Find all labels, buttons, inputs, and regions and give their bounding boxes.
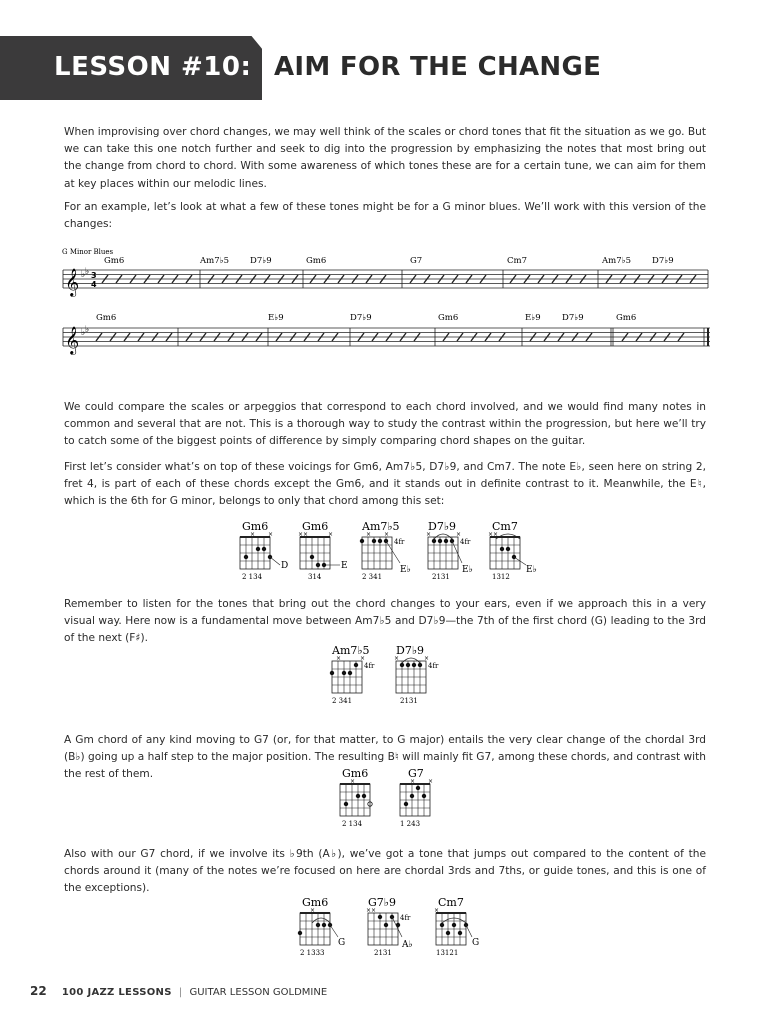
chord-symbol: D7♭9 — [652, 256, 674, 266]
fret-marker: 4fr — [364, 662, 375, 670]
chord-name: G7 — [408, 767, 424, 780]
staff-line-2 — [63, 313, 710, 355]
target-note: D — [281, 561, 289, 571]
svg-text:×: × — [360, 655, 366, 662]
target-note: E♭ — [526, 565, 537, 575]
paragraph-listen: Remember to listen for the tones that bring out the chord changes to your ears, even if we approach this in a very visual way. Here now is a fundamental move between Am7♭5 and D7♭9—the 7th of the first chord (G) leading to the 3rd of the next (F♯). — [64, 598, 706, 645]
fingering: 2131 — [400, 697, 418, 705]
target-note: A♭ — [402, 940, 413, 950]
svg-text:×: × — [310, 907, 316, 914]
fingering: 2131 — [432, 573, 450, 581]
chord-symbol: Gm6 — [616, 313, 637, 323]
chord-name: D7♭9 — [396, 644, 425, 657]
chord-diagram — [488, 520, 537, 581]
chord-symbol: Gm6 — [306, 256, 327, 266]
chord-name: Am7♭5 — [332, 644, 370, 657]
svg-text:𝄞: 𝄞 — [65, 326, 80, 354]
svg-text:×: × — [350, 778, 356, 785]
series-title: GUITAR LESSON GOLDMINE — [189, 987, 328, 998]
fingering: 2 134 — [242, 573, 263, 581]
lesson-title: AIM FOR THE CHANGE — [274, 52, 602, 82]
chord-diagram — [298, 520, 348, 581]
fret-marker: 4fr — [428, 662, 439, 670]
chord-symbol: D7♭9 — [350, 313, 372, 323]
key-signature: ♭ — [81, 270, 86, 280]
chord-diagram — [298, 896, 345, 957]
svg-text:××: ×× — [488, 531, 499, 538]
chord-symbol: G7 — [410, 256, 423, 266]
svg-text:××: ×× — [366, 907, 377, 914]
svg-text:×: × — [250, 531, 256, 538]
chord-name: Gm6 — [302, 520, 329, 533]
target-note: E♭ — [462, 565, 473, 575]
svg-text:×: × — [336, 655, 342, 662]
svg-text:×: × — [456, 531, 462, 538]
chord-name: Am7♭5 — [362, 520, 400, 533]
chord-diagrams-set-4 — [294, 893, 494, 959]
fret-marker: 4fr — [460, 538, 471, 546]
svg-text:×: × — [268, 531, 274, 538]
svg-text:3: 3 — [91, 271, 97, 280]
paragraph-voicings: First let’s consider what’s on top of these voicings for Gm6, Am7♭5, D7♭9, and Cm7. The note E♭, seen here on string 2, fret 4, is part of each of these chords except the Gm6, and it stands out in definite contrast to it. Meanwhile, the E♮, which is the 6th for G minor, belongs to only that chord among this set: — [64, 461, 706, 508]
chord-symbol: E♭9 — [525, 313, 541, 323]
footer-separator: | — [178, 987, 183, 998]
fingering: 2 341 — [332, 697, 353, 705]
chord-symbol: E♭9 — [268, 313, 284, 323]
paragraph-gm-g7: A Gm chord of any kind moving to G7 (or, for that matter, to G major) entails the very clear change of the chordal 3rd (B♭) going up a half step to the major position. The resulting B♮ will mainly fit G7, among these chords, and contrast with the rest of them. — [64, 734, 706, 781]
chord-name: D7♭9 — [428, 520, 457, 533]
svg-text:4: 4 — [91, 280, 97, 289]
chord-diagram — [394, 644, 439, 705]
svg-text:♭: ♭ — [85, 325, 90, 335]
target-note: E♭ — [400, 565, 411, 575]
paragraph-compare: We could compare the scales or arpeggios that correspond to each chord involved, and we would find many notes in common and several that are not. This is a thorough way to study the contrast within the progression, but here we’ll try to catch some of the biggest points of difference by simply comparing chord shapes on the guitar. — [64, 401, 706, 448]
chord-diagrams-set-2 — [326, 641, 456, 707]
chord-diagram — [330, 644, 375, 705]
svg-text:×: × — [426, 531, 432, 538]
svg-text:×: × — [384, 531, 390, 538]
target-note: E — [341, 561, 348, 571]
svg-text:♭: ♭ — [81, 328, 86, 338]
fingering: 2 134 — [342, 820, 363, 828]
treble-clef: 𝄞 — [65, 268, 80, 296]
fingering: 2 341 — [362, 573, 383, 581]
chord-diagram — [434, 896, 479, 957]
svg-text:×: × — [428, 778, 434, 785]
svg-text:×: × — [424, 655, 430, 662]
chord-diagram — [400, 767, 433, 828]
chord-symbol: Cm7 — [507, 256, 527, 266]
fret-marker: 4fr — [394, 538, 405, 546]
chord-symbol: Am7♭5 — [602, 256, 632, 266]
page-footer — [30, 984, 327, 998]
paragraph-b9th: Also with our G7 chord, if we involve its ♭9th (A♭), we’ve got a tone that jumps out compared to the content of the chords around it (many of the notes we’re focused on here are chordal 3rds and 7ths, or guide tones, and this is one of the exceptions). — [64, 848, 706, 895]
lesson-number: LESSON #10: — [54, 52, 252, 82]
chord-name: G7♭9 — [368, 896, 396, 909]
fret-marker: 4fr — [400, 914, 411, 922]
fingering: 2 1333 — [300, 949, 325, 957]
page-number: 22 — [30, 984, 47, 998]
chord-symbol: D7♭9 — [562, 313, 584, 323]
svg-text:×: × — [434, 907, 440, 914]
staff-title: G Minor Blues — [62, 248, 114, 256]
chord-name: Cm7 — [438, 896, 464, 909]
svg-text:×: × — [366, 531, 372, 538]
staff-line-1 — [63, 256, 708, 297]
paragraph-intro: When improvising over chord changes, we may well think of the scales or chord tones that fit the situation as we go. But we can take this one notch further and seek to dig into the progression by emphasizing the notes that most bring out the change from chord to chord. With some awareness of which tones these are for a certain tune, we can aim for them at key places within our melodic lines. — [64, 126, 706, 190]
chord-diagrams-set-3 — [334, 764, 446, 830]
chord-name: Gm6 — [302, 896, 329, 909]
target-note: G — [338, 938, 346, 948]
svg-text:×: × — [328, 531, 334, 538]
chord-diagram — [340, 767, 372, 828]
chord-diagram — [240, 520, 288, 581]
chord-symbol: Gm6 — [96, 313, 117, 323]
chord-diagram — [360, 520, 411, 581]
fingering: 1 243 — [400, 820, 421, 828]
chord-diagrams-set-1 — [230, 517, 550, 583]
chord-symbol: Gm6 — [438, 313, 459, 323]
fingering: 1312 — [492, 573, 510, 581]
chord-symbol: Am7♭5 — [200, 256, 230, 266]
chord-symbol: Gm6 — [104, 256, 125, 266]
chord-diagram — [366, 896, 413, 957]
paragraph-example: For an example, let’s look at what a few of these tones might be for a G minor blues. We’ll work with this version of the changes: — [64, 201, 706, 231]
chord-name: Cm7 — [492, 520, 518, 533]
book-title: 100 JAZZ LESSONS — [61, 987, 172, 998]
fingering: 13121 — [436, 949, 459, 957]
fingering: 314 — [308, 573, 322, 581]
svg-text:♭: ♭ — [85, 267, 90, 277]
fingering: 2131 — [374, 949, 392, 957]
chord-name: Gm6 — [242, 520, 269, 533]
chord-name: Gm6 — [342, 767, 369, 780]
svg-text:×: × — [394, 655, 400, 662]
svg-text:××: ×× — [298, 531, 309, 538]
svg-text:×: × — [410, 778, 416, 785]
chord-diagram — [426, 520, 473, 581]
chord-symbol: D7♭9 — [250, 256, 272, 266]
chord-chart-staff — [60, 245, 710, 360]
target-note: G — [472, 938, 480, 948]
